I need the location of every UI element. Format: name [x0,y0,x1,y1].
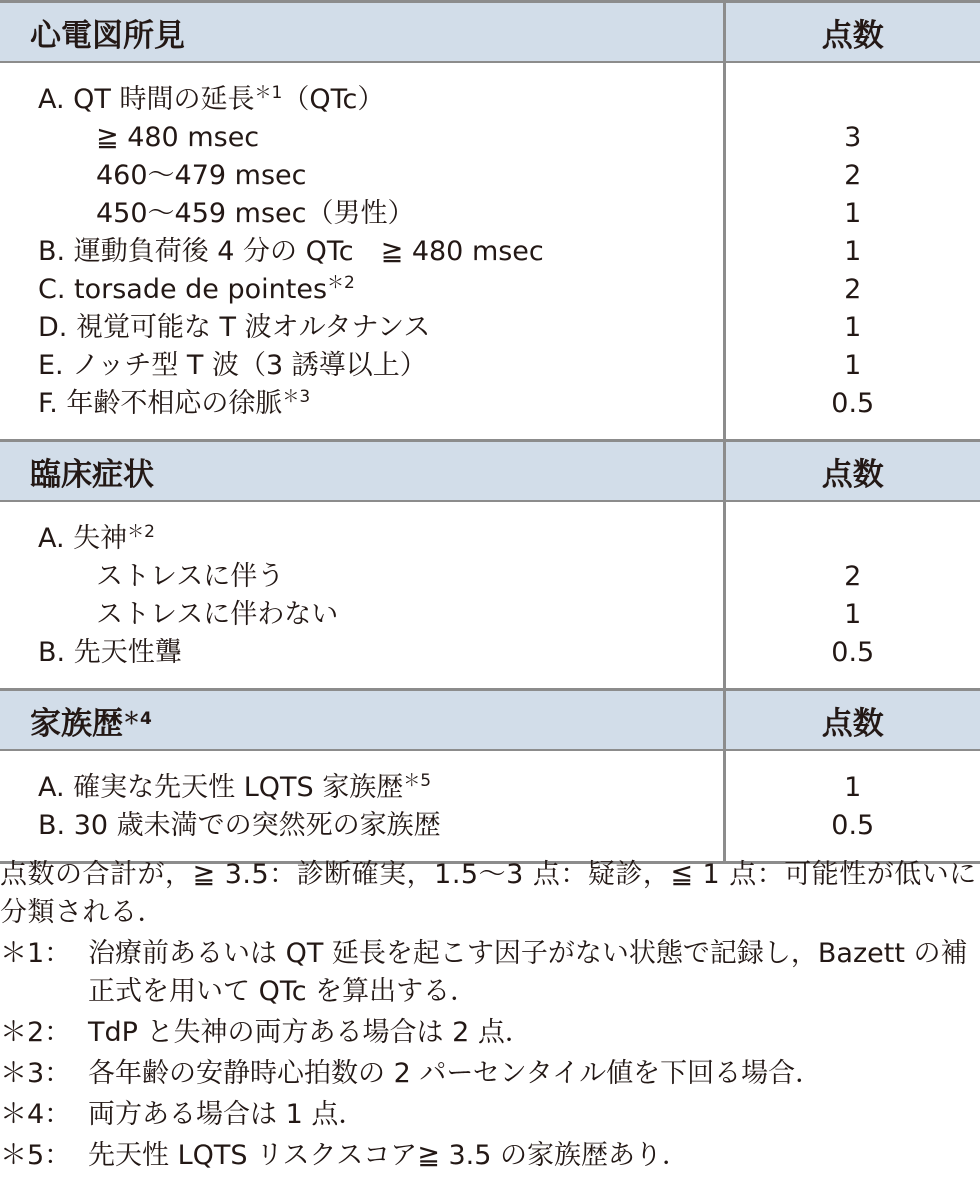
criterion-item [38,634,723,672]
section-body-row [0,62,980,441]
criterion-item [38,807,723,845]
criterion-points: 3 [844,122,862,153]
points-header: 点数 [724,2,980,63]
footnote-mark: ＊2： [0,1017,72,1048]
criterion-points: 1 [844,312,862,343]
criterion-item [38,233,723,271]
section-header-row [0,690,980,751]
section-title [0,441,724,502]
criterion-label: B. 30 歳未満での突然死の家族歴 [38,810,441,841]
criterion-points: 1 [844,236,862,267]
criterion-points [726,81,980,119]
criteria-cell [0,750,724,863]
footnote [0,935,980,1011]
footnote-mark: ＊5： [0,1140,72,1171]
criterion-item [38,596,723,634]
footnote-marker: ＊4 [123,708,152,729]
footnote-text: TdP と失神の両方ある場合は 2 点． [88,1017,532,1048]
criterion-label: B. 先天性聾 [38,637,182,668]
footnote-list [0,935,980,1175]
criterion-label: C. torsade de pointes [38,274,328,305]
footnote [0,1137,980,1175]
footnote-marker: ＊2 [327,273,355,293]
criterion-label: E. ノッチ型 T 波（3 誘導以上） [38,350,427,381]
footnote [0,1055,980,1093]
criterion-points: 2 [844,561,862,592]
criterion-item [38,385,723,423]
footnote-marker: ＊3 [282,387,311,407]
footnote-mark: ＊3： [0,1058,72,1089]
criterion-item [38,119,723,157]
section-header-row [0,441,980,502]
footnote [0,1014,980,1052]
criterion-points: 0.5 [831,388,875,419]
section-title-text: 臨床症状 [30,456,154,493]
criterion-item [38,309,723,347]
footnote [0,1096,980,1134]
criterion-points: 2 [844,160,862,191]
footnote-text: 治療前あるいは QT 延長を起こす因子がない状態で記録し，Bazett の補正式を用いて QTc を算出する． [88,938,968,1007]
section-title [0,690,724,751]
criterion-label: A. 失神 [38,523,128,554]
points-cell [724,750,980,863]
criterion-points: 1 [844,198,862,229]
criterion-label: 460〜479 msec [96,160,307,191]
section-body-row [0,501,980,690]
criterion-label: 450〜459 msec（男性） [96,198,415,229]
criterion-points: 1 [844,772,862,803]
notes-section [0,856,980,1175]
criterion-label: A. 確実な先天性 LQTS 家族歴 [38,772,404,803]
criterion-item [38,769,723,807]
criterion-label: ストレスに伴う [96,561,285,592]
criterion-points [726,520,980,558]
footnote-text: 各年齢の安静時心拍数の 2 パーセンタイル値を下回る場合． [88,1058,823,1089]
criterion-points: 0.5 [831,637,875,668]
criterion-label: ≧ 480 msec [96,122,260,153]
criterion-label: ストレスに伴わない [96,599,339,630]
footnote-marker: ＊5 [403,771,432,791]
section-title-text: 家族歴 [30,705,123,742]
criterion-label: B. 運動負荷後 4 分の QTc ≧ 480 msec [38,236,544,267]
criterion-item [38,347,723,385]
criterion-label: A. QT 時間の延長 [38,84,255,115]
points-cell [724,501,980,690]
criterion-item [38,157,723,195]
criterion-suffix: （QTc） [282,84,385,115]
footnote-marker: ＊1 [254,83,283,103]
footnote-text: 先天性 LQTS リスクスコア≧ 3.5 の家族歴あり． [88,1140,690,1171]
section-title-text: 心電図所見 [30,17,185,54]
criterion-points: 1 [844,599,862,630]
criteria-cell [0,501,724,690]
criterion-item [38,558,723,596]
criterion-item [38,520,723,558]
criterion-points: 0.5 [831,810,875,841]
criterion-points: 2 [844,274,862,305]
criterion-label: D. 視覚可能な T 波オルタナンス [38,312,431,343]
points-cell [724,62,980,441]
criterion-item [38,81,723,119]
points-header: 点数 [724,690,980,751]
criterion-points: 1 [844,350,862,381]
section-body-row [0,750,980,863]
criteria-cell [0,62,724,441]
criterion-label: F. 年齢不相応の徐脈 [38,388,283,419]
criterion-item [38,271,723,309]
section-header-row [0,2,980,63]
footnote-marker: ＊2 [127,522,155,542]
criterion-item [38,195,723,233]
section-title [0,2,724,63]
footnote-mark: ＊1： [0,938,72,969]
footnote-text: 両方ある場合は 1 点． [88,1099,366,1130]
points-header: 点数 [724,441,980,502]
score-summary: 点数の合計が，≧ 3.5：診断確実，1.5〜3 点：疑診，≦ 1 点：可能性が低いに分類される． [0,859,977,928]
footnote-mark: ＊4： [0,1099,72,1130]
